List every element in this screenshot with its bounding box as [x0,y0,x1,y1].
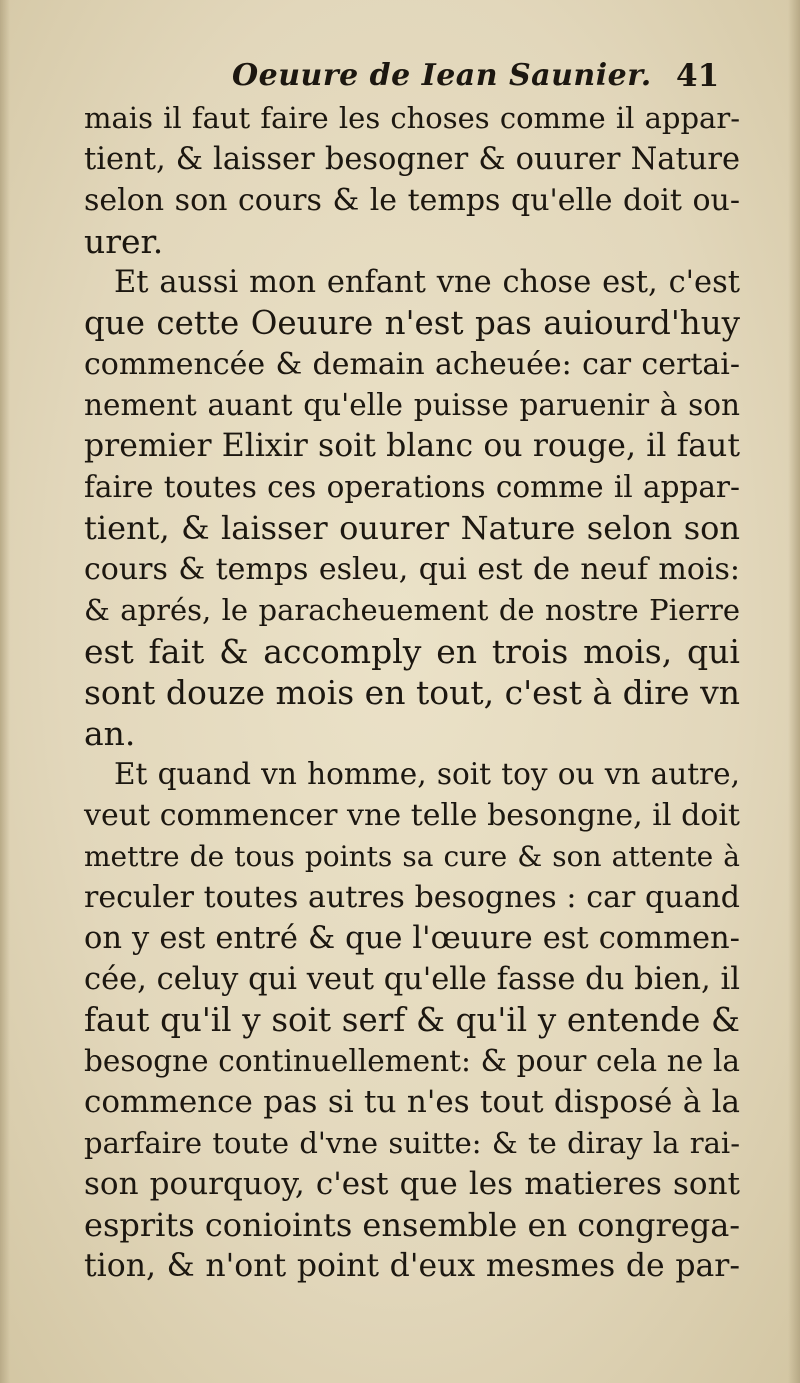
text-line: est fait & accomply en trois mois, qui [84,632,740,671]
text-body [84,98,740,1287]
text-line: veut commencer vne telle besongne, il doit [84,798,740,833]
text-line: esprits conioints ensemble en congrega- [84,1206,741,1244]
text-line: an. [84,714,136,753]
text-line: reculer toutes autres besognes : car quand [84,880,740,915]
running-head: Oeuure de Iean Saunier. [232,58,652,93]
text-line: besogne continuellement: & pour cela ne la [84,1044,740,1078]
text-line: commencée & demain acheuée: car certai- [84,347,740,382]
text-line: commence pas si tu n'es tout disposé à la [84,1084,740,1120]
paragraph-2 [84,262,740,754]
text-line: nement auant qu'elle puisse paruenir à son [84,388,740,422]
page-number: 41 [676,58,720,94]
text-line: tient, & laisser ouurer Nature selon son [84,509,740,547]
paragraph-1 [84,98,740,262]
text-line: faut qu'il y soit serf & qu'il y entende & [84,1001,740,1039]
text-line: cée, celuy qui veut qu'elle fasse du bien, il [84,962,740,997]
text-line: sont douze mois en tout, c'est à dire vn [84,673,740,712]
text-line: tion, & n'ont point d'eux mesmes de par- [84,1248,740,1284]
text-line: urer. [84,222,164,261]
text-line: & aprés, le paracheuement de nostre Pierre [84,593,740,627]
text-line: cours & temps esleu, qui est de neuf mois: [84,552,740,587]
paragraph-3 [84,754,740,1287]
text-line: on y est entré & que l'œuure est commen- [84,921,740,956]
text-line: selon son cours & le temps qu'elle doit ou- [84,183,740,218]
page-edge-left [0,0,10,1383]
text-line: tient, & laisser besogner & ouurer Nature [84,142,740,177]
text-line: mettre de tous points sa cure & son attente à [84,840,740,873]
text-line: mais il faut faire les choses comme il appar- [84,101,740,135]
page-edge-right [788,0,800,1383]
text-line: faire toutes ces operations comme il appar- [84,470,740,504]
text-line: son pourquoy, c'est que les matieres sont [84,1166,740,1202]
text-line: parfaire toute d'vne suitte: & te diray la rai- [84,1126,740,1160]
text-line: Et aussi mon enfant vne chose est, c'est [114,265,740,300]
text-line: que cette Oeuure n'est pas auiourd'huy [84,304,740,342]
text-line: Et quand vn homme, soit toy ou vn autre, [114,757,740,791]
text-line: premier Elixir soit blanc ou rouge, il faut [84,428,740,464]
